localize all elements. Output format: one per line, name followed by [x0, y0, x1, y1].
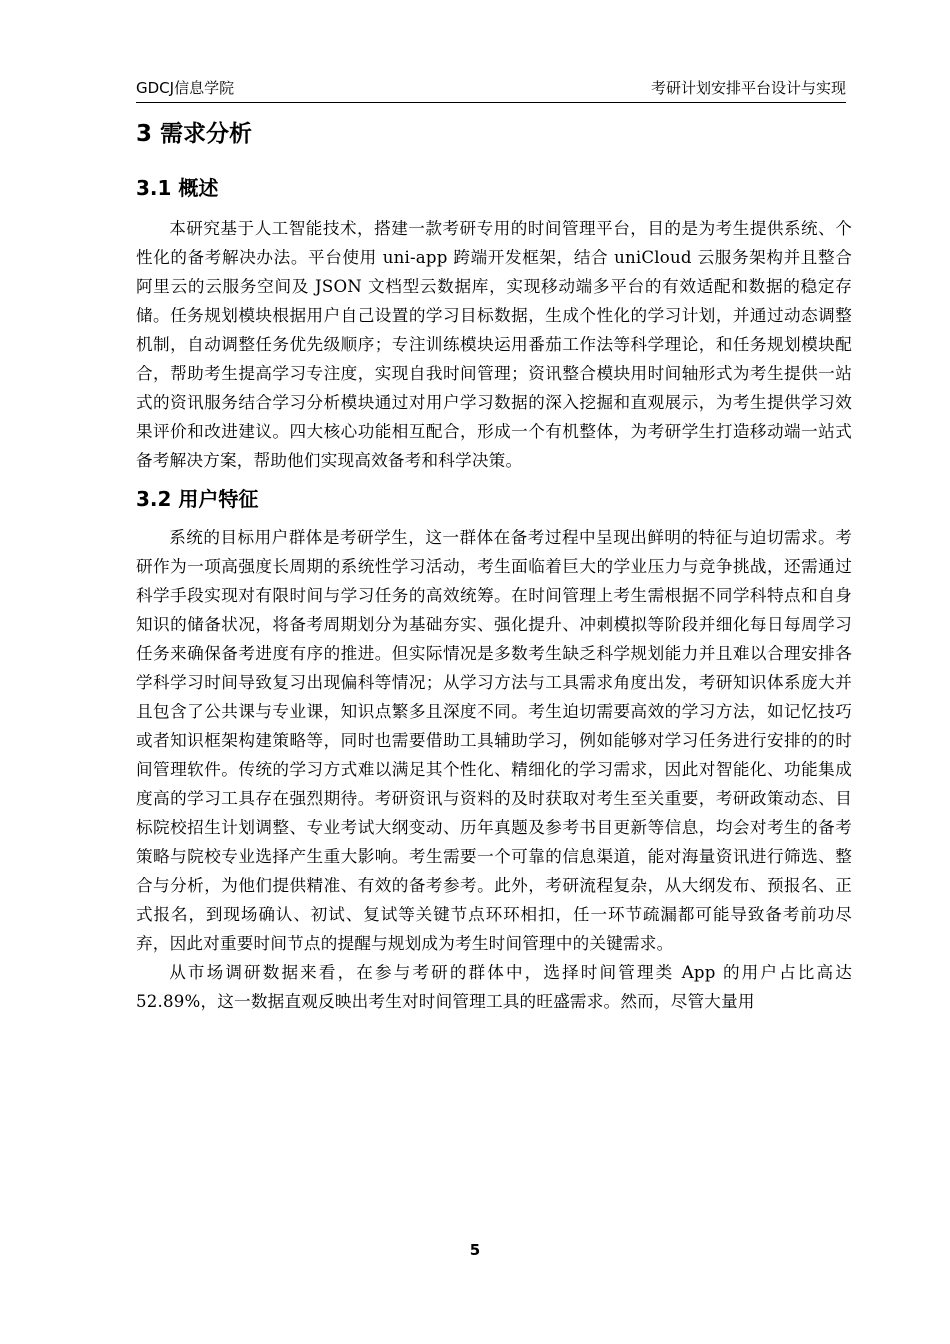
chapter-title: 3 需求分析 — [136, 121, 253, 147]
section-title-overview: 3.1 概述 — [136, 176, 219, 200]
page-body — [136, 116, 852, 1016]
header-thesis-title: 考研计划安排平台设计与实现 — [650, 79, 846, 97]
market-data-paragraph: 从市场调研数据来看，在参与考研的群体中，选择时间管理类 App 的用户占比高达 52.89%，这一数据直观反映出考生对时间管理工具的旺盛需求。然而，尽管大量用 — [136, 963, 852, 1011]
header-institution: GDCJ信息学院 — [136, 79, 235, 97]
section-title-user-characteristics: 3.2 用户特征 — [136, 487, 259, 511]
header-divider — [136, 102, 846, 103]
overview-paragraph: 本研究基于人工智能技术，搭建一款考研专用的时间管理平台，目的是为考生提供系统、个性化的备考解决办法。平台使用 uni-app 跨端开发框架，结合 uniCloud 云服务架构并且整合阿里云的云服务空间及 JSON 文档型云数据库，实现移动端多平台的有效适配和数据的稳定存储。任务规划模块根据用户自己设置的学习目标数据，生成个性化的学习计划，并通过动态调整机制，自动调整任务优先级顺序；专注训练模块运用番茄工作法等科学理论，和任务规划模块配合，帮助考生提高学习专注度，实现自我时间管理；资讯整合模块用时间轴形式为考生提供一站式的资讯服务结合学习分析模块通过对用户学习数据的深入挖掘和直观展示，为考生提供学习效果评价和改进建议。四大核心功能相互配合，形成一个有机整体，为考研学生打造移动端一站式备考解决方案，帮助他们实现高效备考和科学决策。 — [136, 219, 852, 470]
page-number: 5 — [469, 1241, 481, 1259]
user-characteristics-paragraph: 系统的目标用户群体是考研学生，这一群体在备考过程中呈现出鲜明的特征与迫切需求。考研作为一项高强度长周期的系统性学习活动，考生面临着巨大的学业压力与竞争挑战，还需通过科学手段实现对有限时间与学习任务的高效统筹。在时间管理上考生需根据不同学科特点和自身知识的储备状况，将备考周期划分为基础夯实、强化提升、冲刺模拟等阶段并细化每日每周学习任务来确保备考进度有序的推进。但实际情况是多数考生缺乏科学规划能力并且难以合理安排各学科学习时间导致复习出现偏科等情况；从学习方法与工具需求角度出发，考研知识体系庞大并且包含了公共课与专业课，知识点繁多且深度不同。考生迫切需要高效的学习方法，如记忆技巧或者知识框架构建策略等，同时也需要借助工具辅助学习，例如能够对学习任务进行安排的的时间管理软件。传统的学习方式难以满足其个性化、精细化的学习需求，因此对智能化、功能集成度高的学习工具存在强烈期待。考研资讯与资料的及时获取对考生至关重要，考研政策动态、目标院校招生计划调整、专业考试大纲变动、历年真题及参考书目更新等信息，均会对考生的备考策略与院校专业选择产生重大影响。考生需要一个可靠的信息渠道，能对海量资讯进行筛选、整合与分析，为他们提供精准、有效的备考参考。此外，考研流程复杂，从大纲发布、预报名、正式报名，到现场确认、初试、复试等关键节点环环相扣，任一环节疏漏都可能导致备考前功尽弃，因此对重要时间节点的提醒与规划成为考生时间管理中的关键需求。 — [136, 528, 852, 953]
running-header — [136, 76, 846, 98]
